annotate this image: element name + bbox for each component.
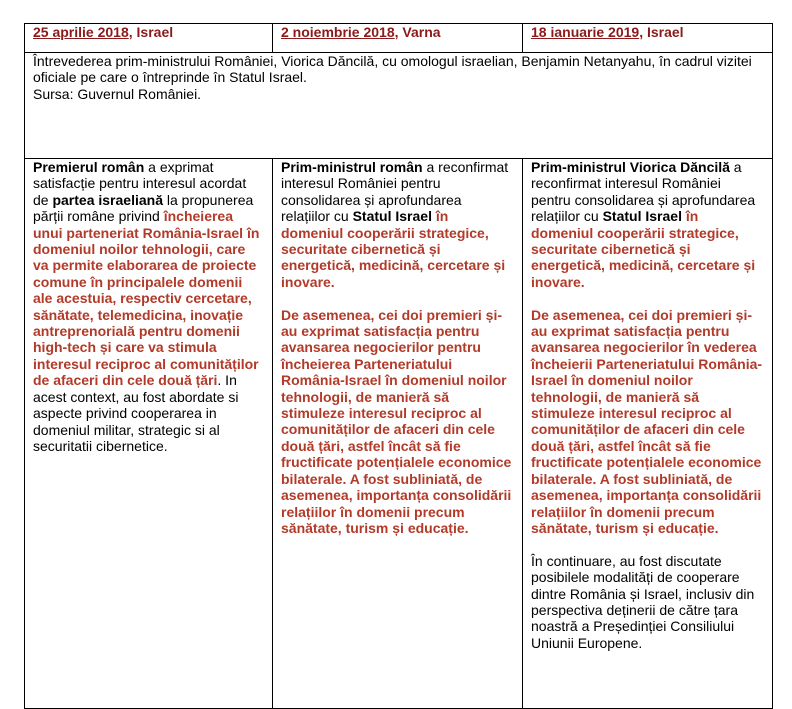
header-sep-1: , [128,24,137,40]
col2-text-a: a reconfirmat interesul României pentru consolidarea și aprofundarea relațiilor cu [281,159,509,225]
col1-highlight: încheierea unui parteneriat România-Israel în domeniul noilor tehnologii, care va permite elaborarea de proiecte comune în principalele domenii ale acestuia, respectiv cercetare, sănătate, telemedicina, inovație antreprenorială pentru domenii high-tech și care va stimula interesul reciproc al comunităților de afaceri din cele două țări [33,208,260,389]
content-col-1 [25,159,273,709]
intro-row [25,53,773,159]
header-cell-2 [273,24,523,53]
content-row [25,159,773,709]
header-date-2[interactable]: 2 noiembrie 2018 [281,24,395,40]
col1-text-a: a exprimat satisfacție pentru interesul acordat de [33,159,247,208]
col1-text-b: la propunerea părții române privind [33,191,254,225]
header-date-1[interactable]: 25 aprilie 2018 [33,24,129,40]
col2-paragraph-1 [281,159,514,290]
col3-highlight-a: în domeniul cooperării strategice, securitate cibernetică și energetică, medicină, cercetare și inovare. [531,208,756,290]
intro-cell [25,53,773,159]
col1-subject: Premierul român [33,159,145,175]
col2-highlight-a: în domeniul cooperării strategice, securitate cibernetică și energetică, medicină, cercetare și inovare. [281,208,506,290]
col3-paragraph-1 [531,159,764,290]
intro-text: Întrevederea prim-ministrului României, Viorica Dăncilă, cu omologul israelian, Benjamin Netanyahu, în cadrul vizitei oficiale pe care o întreprinde în Statul Israel. [33,53,752,86]
col3-subject: Prim-ministrul Viorica Dăncilă [531,159,730,175]
header-place-1: Israel [136,24,174,40]
col3-paragraph-3: În continuare, au fost discutate posibilele modalități de cooperare dintre România și Israel, inclusiv din perspectiva deținerii de către țara noastră a Președinției Consiliului Uniunii Europene. [531,552,755,651]
col1-partner: partea israeliană [52,191,163,208]
col1-text-c: . In acest context, au fost abordate si aspecte privind cooperarea in domeniul militar, strategic si al securitatii cibernetice. [33,372,239,454]
header-sep-3: , [639,24,647,40]
col3-paragraph-2: De asemenea, cei doi premieri și-au exprimat satisfacția pentru avansarea negocierilor în vederea încheierii Parteneriatului România-Israel în domeniul noilor tehnologii, de manieră să stimuleze interesul reciproc al comunităților de afaceri din cele două țări, astfel încât să fie fructificate potențialele economice bilaterale. A fost subliniată, de asemenea, importanța consolidării relațiilor în domenii precum sănătate, turism și educație. [531,306,763,536]
content-col-2 [273,159,523,709]
col3-text-a: a reconfirmat interesul României pentru consolidarea și aprofundarea relațiilor cu [531,159,756,225]
content-col-3 [523,159,773,709]
col2-paragraph-2: De asemenea, cei doi premieri și-au exprimat satisfacția pentru avansarea negocierilor pentru încheierea Parteneriatului România-Israel în domeniul noilor tehnologii, de manieră să stimuleze interesul reciproc al comunităților de afaceri din cele două țări, astfel încât să fie fructificate potențialele economice bilaterale. A fost subliniată, de asemenea, importanța consolidării relațiilor în domenii precum sănătate, turism și educație. [281,306,512,536]
header-cell-1 [25,24,273,53]
header-place-3: Israel [646,24,684,40]
col3-partner: Statul Israel [602,208,682,225]
header-row [25,24,773,53]
col2-subject: Prim-ministrul român [281,159,423,175]
header-date-3[interactable]: 18 ianuarie 2019 [531,24,640,40]
header-place-2: Varna [402,24,441,40]
col2-partner: Statul Israel [352,208,432,225]
header-cell-3 [523,24,773,53]
comparison-table [24,23,773,709]
intro-source: Sursa: Guvernul României. [33,85,202,102]
col1-paragraph [33,159,264,454]
header-sep-2: , [394,24,403,40]
